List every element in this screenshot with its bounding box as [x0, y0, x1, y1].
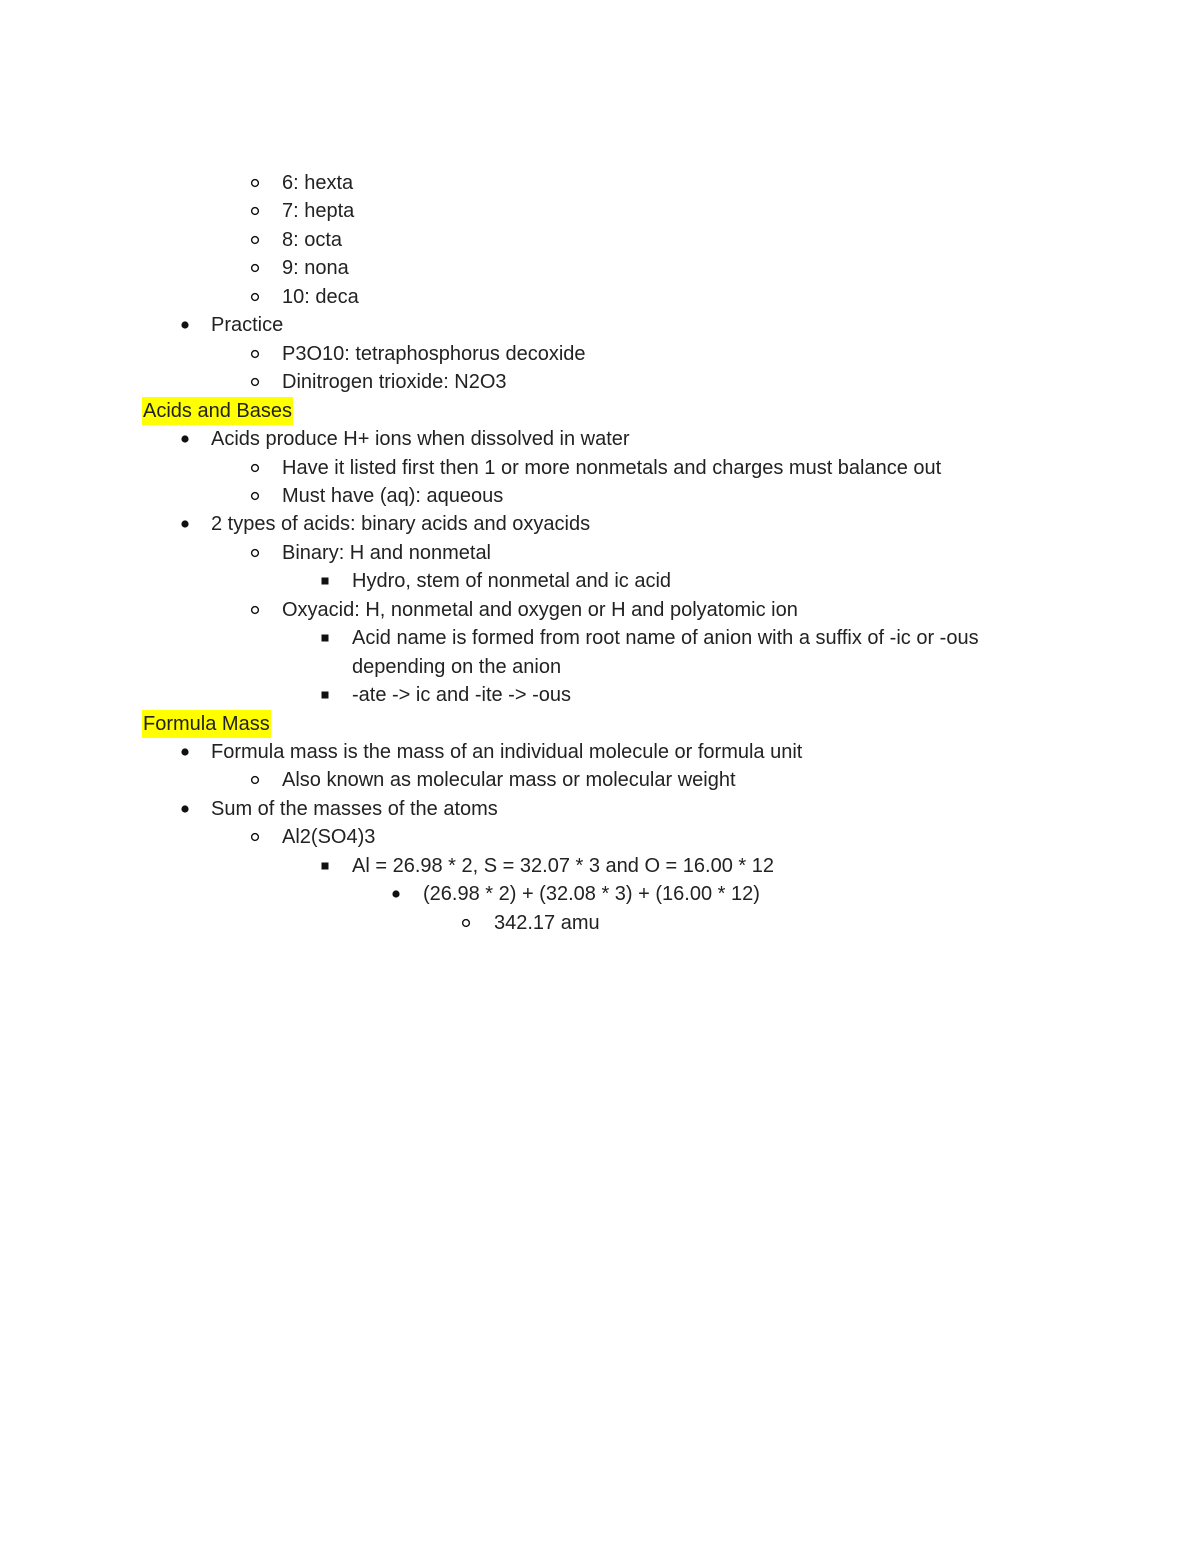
list-item-text: Hydro, stem of nonmetal and ic acid [352, 570, 672, 593]
list-item-text: Oxyacid: H, nonmetal and oxygen or H and polyatomic ion [282, 598, 798, 621]
filled-circle-icon [180, 311, 200, 339]
hollow-circle-icon [250, 482, 270, 510]
filled-square-icon [320, 624, 340, 652]
section-heading-text: Formula Mass [142, 710, 271, 738]
list-item-text: Sum of the masses of the atoms [211, 797, 498, 820]
filled-circle-icon [180, 795, 200, 823]
hollow-circle-icon [250, 340, 270, 368]
hollow-circle-icon [250, 596, 270, 624]
hollow-circle-icon [250, 539, 270, 567]
list-item-text: Dinitrogen trioxide: N2O3 [282, 371, 507, 394]
list-item-text: -ate -> ic and -ite -> -ous [352, 684, 571, 707]
list-item-text: 6: hexta [282, 172, 354, 194]
list-item-text: (26.98 * 2) + (32.08 * 3) + (16.00 * 12) [423, 883, 760, 906]
hollow-circle-icon [250, 823, 270, 851]
list-item-text: 8: octa [282, 228, 343, 251]
list-item-text: 2 types of acids: binary acids and oxyacids [211, 513, 591, 536]
list-item-text: Acid name is formed from root name of anion with a suffix of -ic or -ous [352, 627, 979, 650]
list-item-text: Acids produce H+ ions when dissolved in water [211, 428, 630, 451]
hollow-circle-icon [250, 197, 270, 225]
hollow-circle-icon [250, 226, 270, 254]
list-item-text: Binary: H and nonmetal [282, 541, 492, 564]
filled-square-icon [320, 852, 340, 880]
filled-circle-icon [180, 425, 200, 453]
list-item-text: Al = 26.98 * 2, S = 32.07 * 3 and O = 16.00 * 12 [352, 854, 774, 877]
filled-circle-icon [391, 880, 411, 908]
hollow-circle-icon [461, 909, 481, 937]
list-item-text: 9: nona [282, 257, 349, 280]
list-item-text: Formula mass is the mass of an individual molecule or formula unit [211, 741, 803, 763]
list-item-text: Practice [211, 314, 284, 337]
list-item-text: depending on the anion [352, 655, 562, 678]
list-item-text: 342.17 amu [494, 911, 600, 934]
hollow-circle-icon [250, 368, 270, 396]
hollow-circle-icon [250, 454, 270, 482]
hollow-circle-icon [250, 254, 270, 282]
list-item-text: Have it listed first then 1 or more nonmetals and charges must balance out [282, 456, 942, 479]
list-item-text: 7: hepta [282, 200, 355, 223]
list-item-text: 10: deca [282, 285, 359, 308]
filled-square-icon [320, 567, 340, 595]
filled-square-icon [320, 681, 340, 709]
filled-circle-icon [180, 738, 200, 766]
list-item-text: Must have (aq): aqueous [282, 484, 504, 507]
list-item-text: Also known as molecular mass or molecular weight [282, 769, 736, 792]
hollow-circle-icon [250, 766, 270, 794]
hollow-circle-icon [250, 283, 270, 311]
section-heading-text: Acids and Bases [142, 397, 293, 425]
list-item-text: P3O10: tetraphosphorus decoxide [282, 342, 586, 365]
hollow-circle-icon [250, 169, 270, 197]
filled-circle-icon [180, 510, 200, 538]
list-item-text: Al2(SO4)3 [282, 826, 376, 849]
